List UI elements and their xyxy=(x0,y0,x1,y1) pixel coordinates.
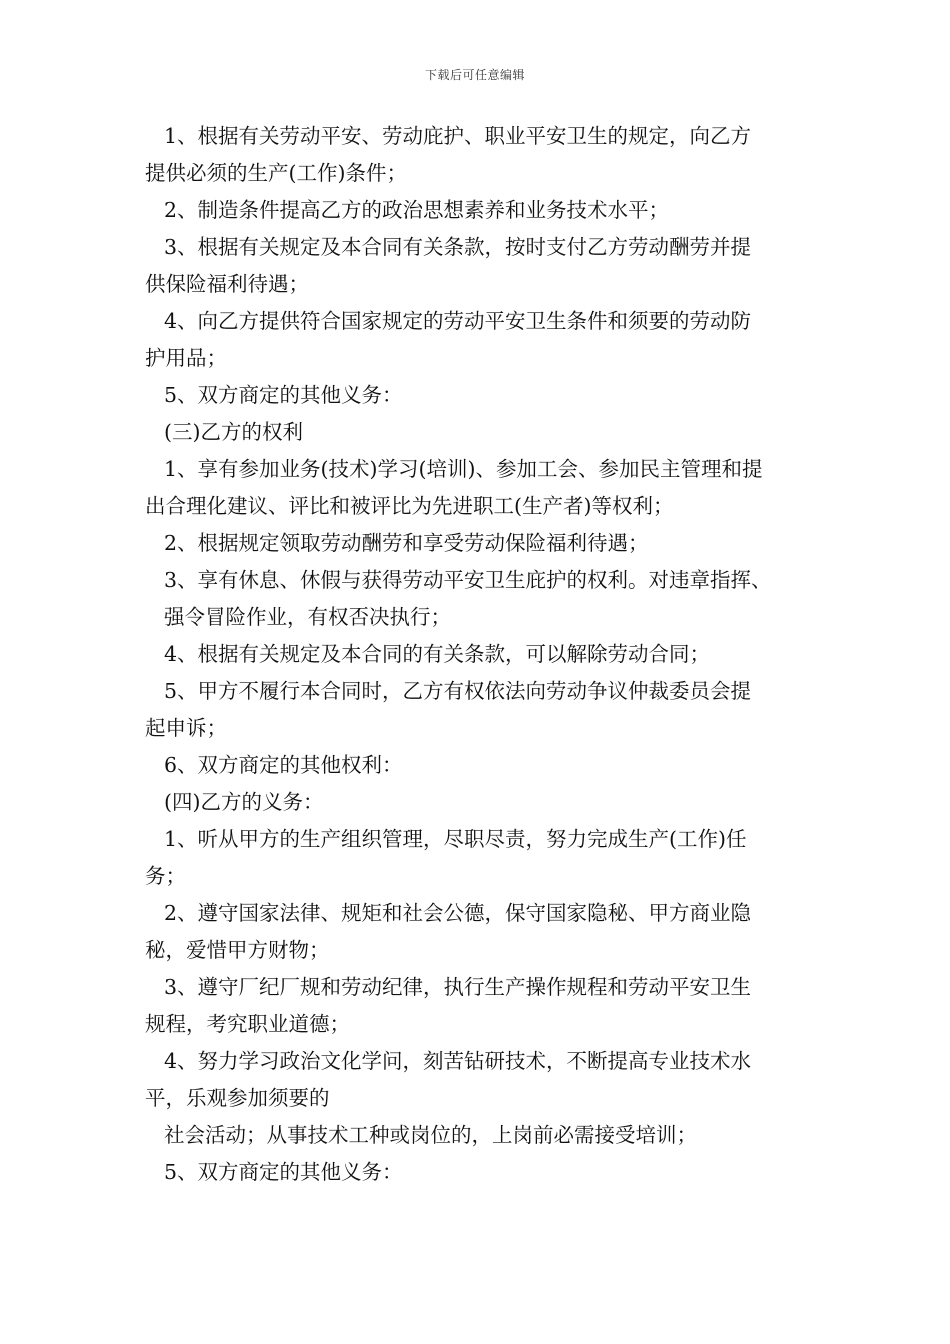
section-heading: (四)乙方的义务： xyxy=(164,790,324,814)
text-line: 5、甲方不履行本合同时，乙方有权依法向劳动争议仲裁委员会提 xyxy=(164,679,752,703)
text-line: 2、制造条件提高乙方的政治思想素养和业务技术水平； xyxy=(164,198,670,222)
text-line: 4、向乙方提供符合国家规定的劳动平安卫生条件和须要的劳动防 xyxy=(164,309,752,333)
text-line: 1、根据有关劳动平安、劳动庇护、职业平安卫生的规定，向乙方 xyxy=(164,124,752,148)
text-line: 秘，爱惜甲方财物； xyxy=(145,938,330,962)
text-line: 3、享有休息、休假与获得劳动平安卫生庇护的权利。对违章指挥、 xyxy=(164,568,772,592)
text-line: 护用品； xyxy=(145,346,227,370)
text-line: 出合理化建议、评比和被评比为先进职工(生产者)等权利； xyxy=(145,494,674,518)
text-line: 1、听从甲方的生产组织管理，尽职尽责，努力完成生产(工作)任 xyxy=(164,827,747,851)
text-line: 5、双方商定的其他义务： xyxy=(164,1160,403,1184)
text-line: 1、享有参加业务(技术)学习(培训)、参加工会、参加民主管理和提 xyxy=(164,457,763,481)
text-line: 供保险福利待遇； xyxy=(145,272,309,296)
text-line: 3、遵守厂纪厂规和劳动纪律，执行生产操作规程和劳动平安卫生 xyxy=(164,975,752,999)
section-heading: (三)乙方的权利 xyxy=(164,420,303,444)
text-line: 务； xyxy=(145,864,186,888)
text-line: 社会活动；从事技术工种或岗位的，上岗前必需接受培训； xyxy=(164,1123,697,1147)
text-line: 4、根据有关规定及本合同的有关条款，可以解除劳动合同； xyxy=(164,642,711,666)
text-line: 规程，考究职业道德； xyxy=(145,1012,350,1036)
text-line: 2、遵守国家法律、规矩和社会公德，保守国家隐秘、甲方商业隐 xyxy=(164,901,752,925)
text-line: 强令冒险作业，有权否决执行； xyxy=(164,605,451,629)
text-line: 2、根据规定领取劳动酬劳和享受劳动保险福利待遇； xyxy=(164,531,649,555)
page-header: 下载后可任意编辑 xyxy=(424,68,525,82)
text-line: 3、根据有关规定及本合同有关条款，按时支付乙方劳动酬劳并提 xyxy=(164,235,752,259)
text-line: 4、努力学习政治文化学问，刻苦钻研技术，不断提高专业技术水 xyxy=(164,1049,752,1073)
text-line: 提供必须的生产(工作)条件； xyxy=(145,161,407,185)
text-line: 6、双方商定的其他权利： xyxy=(164,753,403,777)
text-line: 平，乐观参加须要的 xyxy=(145,1086,330,1110)
text-line: 5、双方商定的其他义务： xyxy=(164,383,403,407)
text-line: 起申诉； xyxy=(145,716,227,740)
